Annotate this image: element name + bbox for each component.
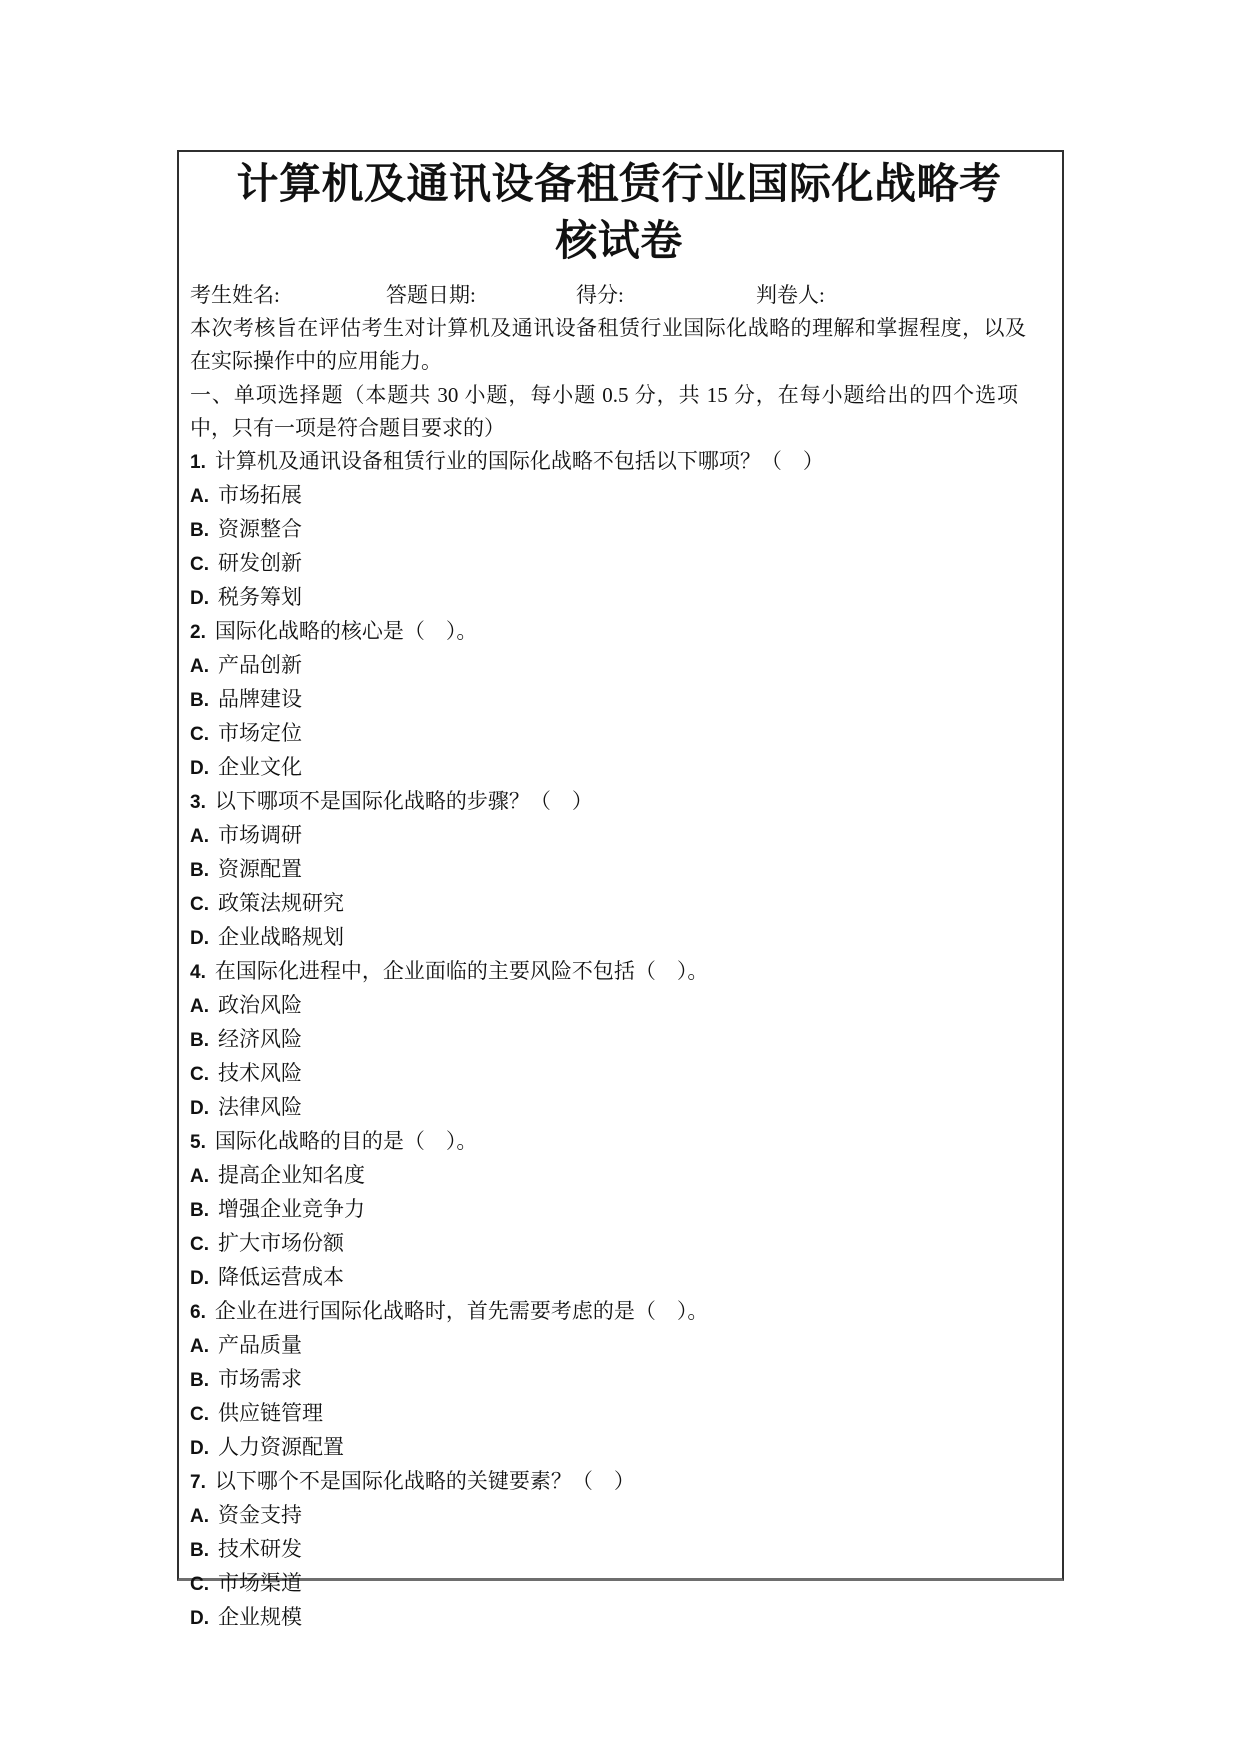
question-3-option-D	[190, 921, 1048, 955]
question-6-option-B	[190, 1363, 1048, 1397]
question-6-option-D	[190, 1431, 1048, 1465]
question-text: 国际化战略的目的是（ ）。	[214, 1129, 478, 1153]
option-text: 企业战略规划	[218, 925, 344, 949]
question-text: 以下哪项不是国际化战略的步骤？（ ）	[214, 789, 593, 813]
option-letter: A.	[190, 826, 209, 847]
question-7-option-C	[190, 1567, 1048, 1601]
option-text: 市场定位	[218, 721, 302, 745]
exam-sheet	[177, 150, 1064, 1629]
question-7-option-D	[190, 1601, 1048, 1635]
option-text: 资源整合	[218, 517, 302, 541]
question-text: 国际化战略的核心是（ ）。	[214, 619, 478, 643]
question-text: 计算机及通讯设备租赁行业的国际化战略不包括以下哪项？（ ）	[214, 449, 824, 473]
question-number: 1.	[190, 452, 206, 473]
option-letter: A.	[190, 1166, 209, 1187]
option-letter: A.	[190, 1336, 209, 1357]
exam-title: 计算机及通讯设备租赁行业国际化战略考核试卷	[236, 162, 1002, 265]
option-text: 供应链管理	[218, 1401, 323, 1425]
field-grader: 判卷人:	[756, 283, 825, 307]
option-text: 市场渠道	[218, 1571, 302, 1595]
option-text: 提高企业知名度	[218, 1163, 365, 1187]
option-text: 法律风险	[218, 1095, 302, 1119]
question-2-option-D	[190, 751, 1048, 785]
question-1-option-A	[190, 479, 1048, 513]
question-3-option-C	[190, 887, 1048, 921]
option-text: 经济风险	[218, 1027, 302, 1051]
question-7-option-A	[190, 1499, 1048, 1533]
option-letter: D.	[190, 928, 209, 949]
question-4-option-B	[190, 1023, 1048, 1057]
question-text: 企业在进行国际化战略时，首先需要考虑的是（ ）。	[214, 1299, 709, 1323]
option-text: 研发创新	[218, 551, 302, 575]
option-letter: B.	[190, 860, 209, 881]
option-text: 市场调研	[218, 823, 302, 847]
option-letter: C.	[190, 1574, 209, 1595]
option-letter: D.	[190, 1608, 209, 1629]
option-text: 技术风险	[218, 1061, 302, 1085]
option-letter: D.	[190, 1438, 209, 1459]
question-text: 在国际化进程中，企业面临的主要风险不包括（ ）。	[214, 959, 709, 983]
question-number: 6.	[190, 1302, 206, 1323]
option-text: 企业文化	[218, 755, 302, 779]
option-letter: D.	[190, 758, 209, 779]
option-letter: B.	[190, 1030, 209, 1051]
option-letter: A.	[190, 996, 209, 1017]
question-number: 2.	[190, 622, 206, 643]
question-7	[190, 1465, 1048, 1499]
question-text: 以下哪个不是国际化战略的关键要素？（ ）	[214, 1469, 635, 1493]
question-2-option-C	[190, 717, 1048, 751]
option-text: 资源配置	[218, 857, 302, 881]
option-text: 资金支持	[218, 1503, 302, 1527]
question-number: 3.	[190, 792, 206, 813]
question-5-option-C	[190, 1227, 1048, 1261]
question-4-option-A	[190, 989, 1048, 1023]
option-text: 扩大市场份额	[218, 1231, 344, 1255]
question-number: 7.	[190, 1472, 206, 1493]
option-text: 市场拓展	[218, 483, 302, 507]
question-3-option-B	[190, 853, 1048, 887]
question-6-option-A	[190, 1329, 1048, 1363]
option-letter: D.	[190, 1098, 209, 1119]
question-number: 4.	[190, 962, 206, 983]
question-1-option-C	[190, 547, 1048, 581]
field-answer-date: 答题日期:	[386, 283, 476, 307]
question-number: 5.	[190, 1132, 206, 1153]
option-letter: C.	[190, 1064, 209, 1085]
question-3-option-A	[190, 819, 1048, 853]
option-letter: C.	[190, 554, 209, 575]
question-6	[190, 1295, 1048, 1329]
option-text: 技术研发	[218, 1537, 302, 1561]
option-letter: C.	[190, 894, 209, 915]
option-text: 产品创新	[218, 653, 302, 677]
option-letter: C.	[190, 1404, 209, 1425]
option-text: 增强企业竞争力	[218, 1197, 365, 1221]
option-text: 政治风险	[218, 993, 302, 1017]
option-text: 税务筹划	[218, 585, 302, 609]
option-letter: A.	[190, 656, 209, 677]
field-examinee-name: 考生姓名:	[190, 283, 280, 307]
option-text: 品牌建设	[218, 687, 302, 711]
field-score: 得分:	[576, 283, 624, 307]
option-text: 政策法规研究	[218, 891, 344, 915]
option-letter: D.	[190, 1268, 209, 1289]
option-text: 降低运营成本	[218, 1265, 344, 1289]
question-1	[190, 445, 1048, 479]
question-1-option-D	[190, 581, 1048, 615]
question-list	[190, 445, 1048, 1635]
question-4-option-D	[190, 1091, 1048, 1125]
option-letter: C.	[190, 724, 209, 745]
option-letter: C.	[190, 1234, 209, 1255]
question-5	[190, 1125, 1048, 1159]
option-letter: A.	[190, 1506, 209, 1527]
option-letter: B.	[190, 1370, 209, 1391]
option-letter: B.	[190, 1200, 209, 1221]
question-4	[190, 955, 1048, 989]
option-letter: B.	[190, 690, 209, 711]
question-2-option-B	[190, 683, 1048, 717]
question-2	[190, 615, 1048, 649]
option-text: 市场需求	[218, 1367, 302, 1391]
exam-description: 本次考核旨在评估考生对计算机及通讯设备租赁行业国际化战略的理解和掌握程度，以及在实际操作中的应用能力。	[190, 316, 1026, 373]
question-1-option-B	[190, 513, 1048, 547]
option-text: 企业规模	[218, 1605, 302, 1629]
question-4-option-C	[190, 1057, 1048, 1091]
question-5-option-D	[190, 1261, 1048, 1295]
question-6-option-C	[190, 1397, 1048, 1431]
option-text: 人力资源配置	[218, 1435, 344, 1459]
question-5-option-A	[190, 1159, 1048, 1193]
question-3	[190, 785, 1048, 819]
option-letter: D.	[190, 588, 209, 609]
option-letter: B.	[190, 1540, 209, 1561]
option-letter: B.	[190, 520, 209, 541]
exam-header-fields	[190, 279, 1048, 312]
option-text: 产品质量	[218, 1333, 302, 1357]
question-7-option-B	[190, 1533, 1048, 1567]
question-5-option-B	[190, 1193, 1048, 1227]
option-letter: A.	[190, 486, 209, 507]
section-heading: 一、单项选择题（本题共 30 小题，每小题 0.5 分，共 15 分，在每小题给出的四个选项中，只有一项是符合题目要求的）	[190, 383, 1018, 440]
question-2-option-A	[190, 649, 1048, 683]
